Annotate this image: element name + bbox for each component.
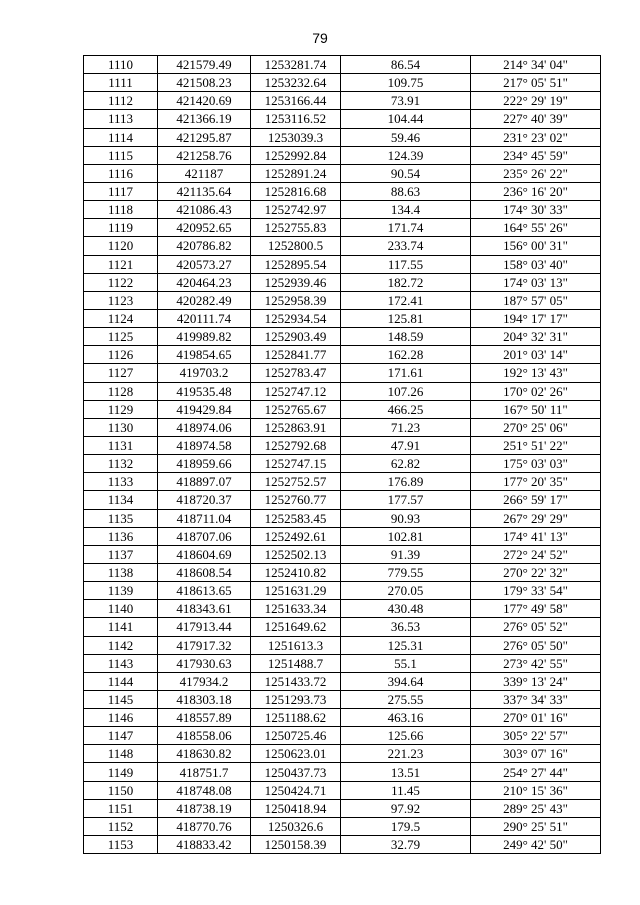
bearing-cell: 273° 42' 55" — [471, 654, 601, 672]
x-coordinate-cell: 417930.63 — [158, 654, 251, 672]
table-row — [84, 709, 601, 727]
x-coordinate-cell: 418751.7 — [158, 763, 251, 781]
table-row — [84, 309, 601, 327]
bearing-cell: 339° 13' 24" — [471, 672, 601, 690]
table-row — [84, 582, 601, 600]
y-coordinate-cell: 1251293.73 — [251, 690, 341, 708]
y-coordinate-cell: 1253116.52 — [251, 110, 341, 128]
point-number-cell: 1148 — [84, 745, 158, 763]
bearing-cell: 222° 29' 19" — [471, 92, 601, 110]
distance-cell: 134.4 — [341, 201, 471, 219]
bearing-cell: 177° 49' 58" — [471, 600, 601, 618]
table-row — [84, 56, 601, 74]
table-row — [84, 346, 601, 364]
point-number-cell: 1143 — [84, 654, 158, 672]
bearing-cell: 267° 29' 29" — [471, 509, 601, 527]
table-row — [84, 146, 601, 164]
x-coordinate-cell: 417934.2 — [158, 672, 251, 690]
bearing-cell: 164° 55' 26" — [471, 219, 601, 237]
distance-cell: 11.45 — [341, 781, 471, 799]
table-row — [84, 763, 601, 781]
distance-cell: 91.39 — [341, 545, 471, 563]
bearing-cell: 210° 15' 36" — [471, 781, 601, 799]
table-row — [84, 817, 601, 835]
y-coordinate-cell: 1251631.29 — [251, 582, 341, 600]
bearing-cell: 227° 40' 39" — [471, 110, 601, 128]
table-row — [84, 110, 601, 128]
x-coordinate-cell: 421258.76 — [158, 146, 251, 164]
bearing-cell: 170° 02' 26" — [471, 382, 601, 400]
bearing-cell: 270° 22' 32" — [471, 563, 601, 581]
x-coordinate-cell: 419535.48 — [158, 382, 251, 400]
distance-cell: 162.28 — [341, 346, 471, 364]
bearing-cell: 201° 03' 14" — [471, 346, 601, 364]
x-coordinate-cell: 418558.06 — [158, 727, 251, 745]
x-coordinate-cell: 418720.37 — [158, 491, 251, 509]
x-coordinate-cell: 417917.32 — [158, 636, 251, 654]
table-row — [84, 273, 601, 291]
y-coordinate-cell: 1252934.54 — [251, 309, 341, 327]
point-number-cell: 1129 — [84, 400, 158, 418]
bearing-cell: 270° 01' 16" — [471, 709, 601, 727]
table-row — [84, 636, 601, 654]
point-number-cell: 1116 — [84, 164, 158, 182]
distance-cell: 59.46 — [341, 128, 471, 146]
distance-cell: 117.55 — [341, 255, 471, 273]
bearing-cell: 305° 22' 57" — [471, 727, 601, 745]
table-row — [84, 237, 601, 255]
point-number-cell: 1131 — [84, 436, 158, 454]
y-coordinate-cell: 1251633.34 — [251, 600, 341, 618]
distance-cell: 102.81 — [341, 527, 471, 545]
table-row — [84, 436, 601, 454]
y-coordinate-cell: 1250437.73 — [251, 763, 341, 781]
y-coordinate-cell: 1252939.46 — [251, 273, 341, 291]
y-coordinate-cell: 1252783.47 — [251, 364, 341, 382]
point-number-cell: 1142 — [84, 636, 158, 654]
y-coordinate-cell: 1252841.77 — [251, 346, 341, 364]
x-coordinate-cell: 421295.87 — [158, 128, 251, 146]
distance-cell: 148.59 — [341, 328, 471, 346]
x-coordinate-cell: 419989.82 — [158, 328, 251, 346]
x-coordinate-cell: 418897.07 — [158, 473, 251, 491]
y-coordinate-cell: 1253039.3 — [251, 128, 341, 146]
table-row — [84, 182, 601, 200]
x-coordinate-cell: 419703.2 — [158, 364, 251, 382]
y-coordinate-cell: 1252792.68 — [251, 436, 341, 454]
distance-cell: 13.51 — [341, 763, 471, 781]
y-coordinate-cell: 1250158.39 — [251, 836, 341, 854]
table-row — [84, 690, 601, 708]
table-row — [84, 563, 601, 581]
point-number-cell: 1132 — [84, 455, 158, 473]
distance-cell: 275.55 — [341, 690, 471, 708]
table-row — [84, 74, 601, 92]
bearing-cell: 177° 20' 35" — [471, 473, 601, 491]
point-number-cell: 1122 — [84, 273, 158, 291]
point-number-cell: 1127 — [84, 364, 158, 382]
distance-cell: 270.05 — [341, 582, 471, 600]
point-number-cell: 1140 — [84, 600, 158, 618]
point-number-cell: 1119 — [84, 219, 158, 237]
y-coordinate-cell: 1253166.44 — [251, 92, 341, 110]
point-number-cell: 1153 — [84, 836, 158, 854]
point-number-cell: 1139 — [84, 582, 158, 600]
distance-cell: 233.74 — [341, 237, 471, 255]
point-number-cell: 1124 — [84, 309, 158, 327]
table-row — [84, 455, 601, 473]
point-number-cell: 1128 — [84, 382, 158, 400]
point-number-cell: 1118 — [84, 201, 158, 219]
x-coordinate-cell: 418738.19 — [158, 799, 251, 817]
bearing-cell: 192° 13' 43" — [471, 364, 601, 382]
y-coordinate-cell: 1250326.6 — [251, 817, 341, 835]
bearing-cell: 214° 34' 04" — [471, 56, 601, 74]
bearing-cell: 235° 26' 22" — [471, 164, 601, 182]
x-coordinate-cell: 421086.43 — [158, 201, 251, 219]
bearing-cell: 156° 00' 31" — [471, 237, 601, 255]
table-row — [84, 491, 601, 509]
table-row — [84, 364, 601, 382]
distance-cell: 182.72 — [341, 273, 471, 291]
table-row — [84, 799, 601, 817]
point-number-cell: 1112 — [84, 92, 158, 110]
y-coordinate-cell: 1252752.57 — [251, 473, 341, 491]
table-row — [84, 382, 601, 400]
bearing-cell: 217° 05' 51" — [471, 74, 601, 92]
bearing-cell: 249° 42' 50" — [471, 836, 601, 854]
point-number-cell: 1114 — [84, 128, 158, 146]
point-number-cell: 1137 — [84, 545, 158, 563]
x-coordinate-cell: 418303.18 — [158, 690, 251, 708]
x-coordinate-cell: 421187 — [158, 164, 251, 182]
y-coordinate-cell: 1252895.54 — [251, 255, 341, 273]
x-coordinate-cell: 418833.42 — [158, 836, 251, 854]
x-coordinate-cell: 420573.27 — [158, 255, 251, 273]
distance-cell: 221.23 — [341, 745, 471, 763]
distance-cell: 125.66 — [341, 727, 471, 745]
bearing-cell: 234° 45' 59" — [471, 146, 601, 164]
distance-cell: 32.79 — [341, 836, 471, 854]
table-row — [84, 654, 601, 672]
x-coordinate-cell: 418959.66 — [158, 455, 251, 473]
distance-cell: 104.44 — [341, 110, 471, 128]
y-coordinate-cell: 1252891.24 — [251, 164, 341, 182]
y-coordinate-cell: 1252742.97 — [251, 201, 341, 219]
y-coordinate-cell: 1252765.67 — [251, 400, 341, 418]
bearing-cell: 254° 27' 44" — [471, 763, 601, 781]
table-row — [84, 545, 601, 563]
table-row — [84, 509, 601, 527]
bearing-cell: 289° 25' 43" — [471, 799, 601, 817]
distance-cell: 124.39 — [341, 146, 471, 164]
point-number-cell: 1113 — [84, 110, 158, 128]
table-row — [84, 128, 601, 146]
y-coordinate-cell: 1252992.84 — [251, 146, 341, 164]
y-coordinate-cell: 1251488.7 — [251, 654, 341, 672]
y-coordinate-cell: 1251188.62 — [251, 709, 341, 727]
distance-cell: 97.92 — [341, 799, 471, 817]
point-number-cell: 1117 — [84, 182, 158, 200]
distance-cell: 90.93 — [341, 509, 471, 527]
x-coordinate-cell: 420111.74 — [158, 309, 251, 327]
bearing-cell: 187° 57' 05" — [471, 291, 601, 309]
x-coordinate-cell: 418711.04 — [158, 509, 251, 527]
distance-cell: 71.23 — [341, 418, 471, 436]
distance-cell: 47.91 — [341, 436, 471, 454]
y-coordinate-cell: 1251613.3 — [251, 636, 341, 654]
coordinates-table-body — [84, 56, 601, 854]
point-number-cell: 1152 — [84, 817, 158, 835]
distance-cell: 463.16 — [341, 709, 471, 727]
distance-cell: 62.82 — [341, 455, 471, 473]
page-number: 79 — [312, 30, 328, 46]
distance-cell: 36.53 — [341, 618, 471, 636]
bearing-cell: 251° 51' 22" — [471, 436, 601, 454]
bearing-cell: 174° 03' 13" — [471, 273, 601, 291]
point-number-cell: 1138 — [84, 563, 158, 581]
distance-cell: 86.54 — [341, 56, 471, 74]
bearing-cell: 270° 25' 06" — [471, 418, 601, 436]
y-coordinate-cell: 1252410.82 — [251, 563, 341, 581]
y-coordinate-cell: 1252502.13 — [251, 545, 341, 563]
x-coordinate-cell: 418974.58 — [158, 436, 251, 454]
distance-cell: 171.74 — [341, 219, 471, 237]
bearing-cell: 174° 41' 13" — [471, 527, 601, 545]
point-number-cell: 1135 — [84, 509, 158, 527]
x-coordinate-cell: 418748.08 — [158, 781, 251, 799]
table-row — [84, 418, 601, 436]
bearing-cell: 272° 24' 52" — [471, 545, 601, 563]
distance-cell: 176.89 — [341, 473, 471, 491]
distance-cell: 172.41 — [341, 291, 471, 309]
bearing-cell: 290° 25' 51" — [471, 817, 601, 835]
point-number-cell: 1141 — [84, 618, 158, 636]
y-coordinate-cell: 1252747.15 — [251, 455, 341, 473]
table-row — [84, 727, 601, 745]
table-row — [84, 836, 601, 854]
point-number-cell: 1136 — [84, 527, 158, 545]
distance-cell: 109.75 — [341, 74, 471, 92]
table-row — [84, 781, 601, 799]
x-coordinate-cell: 418604.69 — [158, 545, 251, 563]
distance-cell: 779.55 — [341, 563, 471, 581]
x-coordinate-cell: 421579.49 — [158, 56, 251, 74]
distance-cell: 466.25 — [341, 400, 471, 418]
y-coordinate-cell: 1252760.77 — [251, 491, 341, 509]
distance-cell: 107.26 — [341, 382, 471, 400]
y-coordinate-cell: 1250623.01 — [251, 745, 341, 763]
distance-cell: 88.63 — [341, 182, 471, 200]
distance-cell: 90.54 — [341, 164, 471, 182]
point-number-cell: 1110 — [84, 56, 158, 74]
bearing-cell: 204° 32' 31" — [471, 328, 601, 346]
y-coordinate-cell: 1251649.62 — [251, 618, 341, 636]
y-coordinate-cell: 1252492.61 — [251, 527, 341, 545]
distance-cell: 55.1 — [341, 654, 471, 672]
bearing-cell: 175° 03' 03" — [471, 455, 601, 473]
bearing-cell: 266° 59' 17" — [471, 491, 601, 509]
point-number-cell: 1147 — [84, 727, 158, 745]
coordinates-table — [83, 55, 601, 854]
distance-cell: 73.91 — [341, 92, 471, 110]
y-coordinate-cell: 1251433.72 — [251, 672, 341, 690]
distance-cell: 125.81 — [341, 309, 471, 327]
point-number-cell: 1151 — [84, 799, 158, 817]
table-row — [84, 400, 601, 418]
x-coordinate-cell: 418613.65 — [158, 582, 251, 600]
table-row — [84, 618, 601, 636]
point-number-cell: 1125 — [84, 328, 158, 346]
table-row — [84, 473, 601, 491]
x-coordinate-cell: 418707.06 — [158, 527, 251, 545]
bearing-cell: 158° 03' 40" — [471, 255, 601, 273]
bearing-cell: 174° 30' 33" — [471, 201, 601, 219]
distance-cell: 125.31 — [341, 636, 471, 654]
x-coordinate-cell: 421420.69 — [158, 92, 251, 110]
point-number-cell: 1123 — [84, 291, 158, 309]
x-coordinate-cell: 418557.89 — [158, 709, 251, 727]
bearing-cell: 194° 17' 17" — [471, 309, 601, 327]
point-number-cell: 1145 — [84, 690, 158, 708]
y-coordinate-cell: 1253232.64 — [251, 74, 341, 92]
x-coordinate-cell: 420786.82 — [158, 237, 251, 255]
y-coordinate-cell: 1252863.91 — [251, 418, 341, 436]
y-coordinate-cell: 1252816.68 — [251, 182, 341, 200]
y-coordinate-cell: 1252903.49 — [251, 328, 341, 346]
bearing-cell: 231° 23' 02" — [471, 128, 601, 146]
x-coordinate-cell: 421366.19 — [158, 110, 251, 128]
x-coordinate-cell: 418343.61 — [158, 600, 251, 618]
x-coordinate-cell: 419429.84 — [158, 400, 251, 418]
point-number-cell: 1134 — [84, 491, 158, 509]
x-coordinate-cell: 418770.76 — [158, 817, 251, 835]
y-coordinate-cell: 1250418.94 — [251, 799, 341, 817]
y-coordinate-cell: 1250424.71 — [251, 781, 341, 799]
bearing-cell: 337° 34' 33" — [471, 690, 601, 708]
y-coordinate-cell: 1252583.45 — [251, 509, 341, 527]
point-number-cell: 1133 — [84, 473, 158, 491]
x-coordinate-cell: 418608.54 — [158, 563, 251, 581]
table-row — [84, 92, 601, 110]
y-coordinate-cell: 1252800.5 — [251, 237, 341, 255]
point-number-cell: 1144 — [84, 672, 158, 690]
distance-cell: 394.64 — [341, 672, 471, 690]
table-row — [84, 527, 601, 545]
table-row — [84, 328, 601, 346]
table-row — [84, 219, 601, 237]
point-number-cell: 1111 — [84, 74, 158, 92]
point-number-cell: 1121 — [84, 255, 158, 273]
y-coordinate-cell: 1253281.74 — [251, 56, 341, 74]
bearing-cell: 276° 05' 52" — [471, 618, 601, 636]
distance-cell: 179.5 — [341, 817, 471, 835]
point-number-cell: 1126 — [84, 346, 158, 364]
point-number-cell: 1149 — [84, 763, 158, 781]
table-row — [84, 164, 601, 182]
distance-cell: 430.48 — [341, 600, 471, 618]
table-row — [84, 201, 601, 219]
point-number-cell: 1115 — [84, 146, 158, 164]
y-coordinate-cell: 1252755.83 — [251, 219, 341, 237]
distance-cell: 177.57 — [341, 491, 471, 509]
table-row — [84, 600, 601, 618]
bearing-cell: 179° 33' 54" — [471, 582, 601, 600]
point-number-cell: 1130 — [84, 418, 158, 436]
x-coordinate-cell: 418974.06 — [158, 418, 251, 436]
x-coordinate-cell: 421135.64 — [158, 182, 251, 200]
x-coordinate-cell: 418630.82 — [158, 745, 251, 763]
bearing-cell: 167° 50' 11" — [471, 400, 601, 418]
table-row — [84, 291, 601, 309]
x-coordinate-cell: 420282.49 — [158, 291, 251, 309]
table-row — [84, 255, 601, 273]
bearing-cell: 236° 16' 20" — [471, 182, 601, 200]
table-row — [84, 745, 601, 763]
bearing-cell: 276° 05' 50" — [471, 636, 601, 654]
y-coordinate-cell: 1250725.46 — [251, 727, 341, 745]
table-row — [84, 672, 601, 690]
y-coordinate-cell: 1252958.39 — [251, 291, 341, 309]
point-number-cell: 1120 — [84, 237, 158, 255]
point-number-cell: 1146 — [84, 709, 158, 727]
x-coordinate-cell: 419854.65 — [158, 346, 251, 364]
x-coordinate-cell: 420464.23 — [158, 273, 251, 291]
point-number-cell: 1150 — [84, 781, 158, 799]
y-coordinate-cell: 1252747.12 — [251, 382, 341, 400]
bearing-cell: 303° 07' 16" — [471, 745, 601, 763]
distance-cell: 171.61 — [341, 364, 471, 382]
x-coordinate-cell: 420952.65 — [158, 219, 251, 237]
x-coordinate-cell: 421508.23 — [158, 74, 251, 92]
x-coordinate-cell: 417913.44 — [158, 618, 251, 636]
